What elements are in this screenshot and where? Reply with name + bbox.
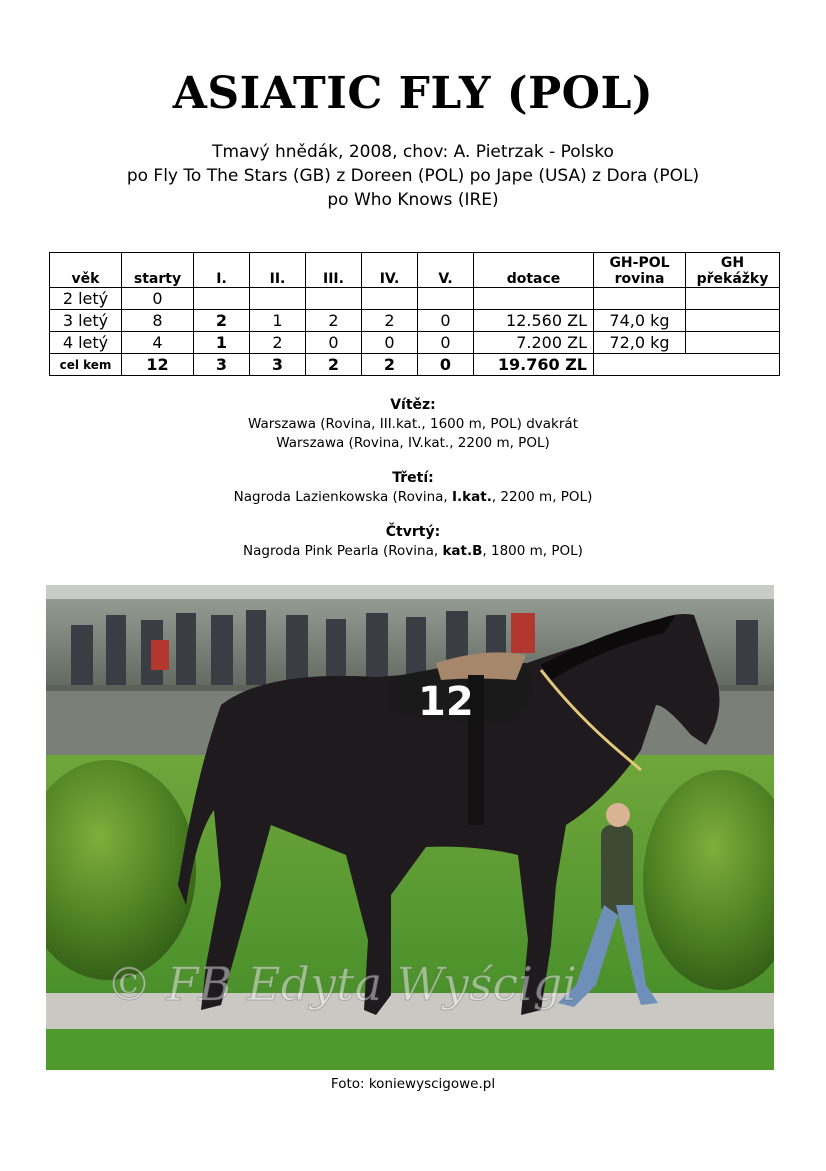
cell-second: 1 [250, 310, 306, 332]
col-gh-flat-line1: GH-POL [609, 255, 670, 271]
fourth-line-category: kat.B [442, 543, 483, 559]
col-second: II. [250, 253, 306, 288]
table-header-row [50, 253, 780, 288]
cell-age: 2 letý [50, 288, 122, 310]
third-block [0, 469, 826, 507]
winner-block [0, 396, 826, 453]
description-line: po Who Knows (IRE) [327, 190, 499, 210]
winner-line: Warszawa (Rovina, IV.kat., 2200 m, POL) [276, 435, 550, 451]
table-row [50, 332, 780, 354]
table-total-row [50, 354, 780, 376]
cell-first [194, 288, 250, 310]
cell-prize: 7.200 ZL [474, 332, 594, 354]
fourth-line-post: , 1800 m, POL) [482, 543, 583, 559]
page-title: ASIATIC FLY (POL) [172, 68, 654, 119]
cell-fourth [362, 288, 418, 310]
col-prize: dotace [474, 253, 594, 288]
cell-fifth [418, 288, 474, 310]
cell-total-fourth: 2 [362, 354, 418, 376]
cell-starts: 8 [122, 310, 194, 332]
third-heading: Třetí: [392, 470, 434, 486]
table-row [50, 288, 780, 310]
third-line-post: , 2200 m, POL) [491, 489, 593, 505]
cell-prize [474, 288, 594, 310]
cell-fourth: 0 [362, 332, 418, 354]
cell-total-second: 3 [250, 354, 306, 376]
cell-gh-jump [686, 310, 780, 332]
cell-starts: 4 [122, 332, 194, 354]
fourth-line [0, 542, 826, 561]
horse-photo [46, 585, 774, 1070]
cell-gh-jump [686, 332, 780, 354]
col-fifth: V. [418, 253, 474, 288]
cell-third: 0 [306, 332, 362, 354]
cell-total-third: 2 [306, 354, 362, 376]
cell-total-prize: 19.760 ZL [474, 354, 594, 376]
col-gh-jump [686, 253, 780, 288]
winner-line: Warszawa (Rovina, III.kat., 1600 m, POL) dvakrát [247, 416, 578, 432]
cell-gh-flat: 72,0 kg [594, 332, 686, 354]
col-age: věk [50, 253, 122, 288]
cell-prize: 12.560 ZL [474, 310, 594, 332]
cell-fifth: 0 [418, 310, 474, 332]
col-gh-jump-line2: překážky [696, 271, 769, 287]
fourth-block [0, 523, 826, 561]
saddle-number: 12 [418, 679, 474, 725]
table-row [50, 310, 780, 332]
col-starts: starty [122, 253, 194, 288]
cell-total-first: 3 [194, 354, 250, 376]
cell-fifth: 0 [418, 332, 474, 354]
cell-third: 2 [306, 310, 362, 332]
cell-age: 4 letý [50, 332, 122, 354]
col-gh-flat [594, 253, 686, 288]
col-first: I. [194, 253, 250, 288]
cell-fourth: 2 [362, 310, 418, 332]
cell-starts: 0 [122, 288, 194, 310]
description-line: Tmavý hnědák, 2008, chov: A. Pietrzak - Polsko [212, 142, 614, 162]
col-fourth: IV. [362, 253, 418, 288]
col-gh-jump-line1: GH [720, 255, 745, 271]
third-line [0, 488, 826, 507]
cell-total-label: cel kem [50, 354, 122, 376]
photo-watermark: © FB Edyta Wyścigi [106, 957, 578, 1011]
cell-third [306, 288, 362, 310]
cell-gh-jump [686, 288, 780, 310]
cell-total-fifth: 0 [418, 354, 474, 376]
cell-total-empty [594, 354, 780, 376]
description-line: po Fly To The Stars (GB) z Doreen (POL) po Jape (USA) z Dora (POL) [126, 166, 700, 186]
cell-age: 3 letý [50, 310, 122, 332]
results-section [0, 396, 826, 577]
fourth-line-pre: Nagroda Pink Pearla (Rovina, [243, 543, 443, 559]
winner-heading: Vítěz: [390, 397, 436, 413]
cell-second [250, 288, 306, 310]
horse-description [0, 140, 826, 212]
third-line-category: I.kat. [452, 489, 492, 505]
fourth-heading: Čtvrtý: [385, 524, 441, 540]
col-third: III. [306, 253, 362, 288]
cell-gh-flat [594, 288, 686, 310]
cell-first: 2 [194, 310, 250, 332]
cell-gh-flat: 74,0 kg [594, 310, 686, 332]
cell-total-starts: 12 [122, 354, 194, 376]
third-line-pre: Nagroda Lazienkowska (Rovina, [233, 489, 452, 505]
photo-credit: Foto: koniewyscigowe.pl [330, 1076, 496, 1092]
cell-second: 2 [250, 332, 306, 354]
cell-first: 1 [194, 332, 250, 354]
col-gh-flat-line2: rovina [614, 271, 665, 287]
race-stats-table [49, 252, 780, 376]
